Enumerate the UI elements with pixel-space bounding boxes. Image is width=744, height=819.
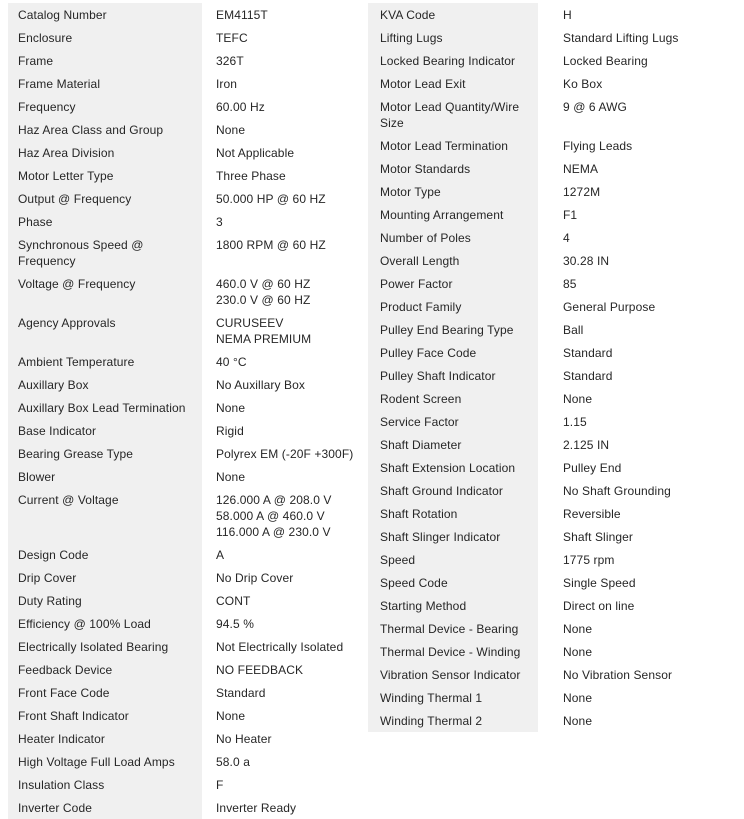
spec-value-line: Standard — [563, 346, 613, 360]
spec-label: Motor Standards — [368, 157, 538, 180]
spec-value-line: 3 — [216, 215, 223, 229]
spec-label: Current @ Voltage — [8, 488, 202, 543]
spec-value-line: Standard Lifting Lugs — [563, 31, 679, 45]
spec-label: Haz Area Class and Group — [8, 118, 202, 141]
spec-row — [368, 95, 744, 134]
spec-value — [538, 341, 744, 364]
spec-row — [8, 773, 360, 796]
spec-value-line: Locked Bearing — [563, 54, 648, 68]
spec-value-line: 1.15 — [563, 415, 587, 429]
spec-value-line: 1800 RPM @ 60 HZ — [216, 238, 326, 252]
spec-value — [202, 796, 360, 819]
spec-row — [368, 72, 744, 95]
spec-row — [368, 479, 744, 502]
spec-label: Frame Material — [8, 72, 202, 95]
spec-value-line: NEMA — [563, 162, 599, 176]
spec-row — [8, 727, 360, 750]
spec-value-line: General Purpose — [563, 300, 656, 314]
spec-label: Front Shaft Indicator — [8, 704, 202, 727]
spec-label: Motor Lead Exit — [368, 72, 538, 95]
spec-value-line: Three Phase — [216, 169, 286, 183]
spec-row — [368, 26, 744, 49]
spec-label: Catalog Number — [8, 3, 202, 26]
spec-value-line: None — [216, 123, 246, 137]
spec-label: Motor Lead Termination — [368, 134, 538, 157]
spec-row — [368, 709, 744, 732]
spec-value-line: TEFC — [216, 31, 248, 45]
spec-row — [368, 180, 744, 203]
spec-label: Overall Length — [368, 249, 538, 272]
spec-value-line: 326T — [216, 54, 244, 68]
spec-value-line: Iron — [216, 77, 238, 91]
spec-label: Bearing Grease Type — [8, 442, 202, 465]
spec-label: Lifting Lugs — [368, 26, 538, 49]
spec-value-line: None — [216, 470, 246, 484]
spec-value — [538, 709, 744, 732]
spec-value-line: Standard — [216, 686, 266, 700]
spec-label: Motor Letter Type — [8, 164, 202, 187]
spec-row — [368, 364, 744, 387]
spec-label: Auxillary Box Lead Termination — [8, 396, 202, 419]
spec-value-line: No Auxillary Box — [216, 378, 305, 392]
spec-value — [538, 157, 744, 180]
spec-value — [202, 465, 360, 488]
spec-row — [368, 249, 744, 272]
spec-value-line: F1 — [563, 208, 578, 222]
spec-value — [538, 456, 744, 479]
spec-row — [8, 750, 360, 773]
spec-label: Rodent Screen — [368, 387, 538, 410]
spec-row — [368, 571, 744, 594]
spec-value — [202, 704, 360, 727]
spec-row — [8, 350, 360, 373]
spec-value-line: Not Applicable — [216, 146, 295, 160]
spec-value — [538, 226, 744, 249]
spec-label: Heater Indicator — [8, 727, 202, 750]
spec-value-line: CURUSEEV — [216, 316, 284, 330]
spec-label: Winding Thermal 2 — [368, 709, 538, 732]
spec-table-right — [368, 3, 744, 732]
spec-row — [8, 164, 360, 187]
spec-label: Pulley End Bearing Type — [368, 318, 538, 341]
spec-row — [8, 373, 360, 396]
spec-value-line: 460.0 V @ 60 HZ — [216, 277, 311, 291]
spec-row — [8, 704, 360, 727]
spec-value-line: Standard — [563, 369, 613, 383]
spec-value — [202, 210, 360, 233]
spec-label: Feedback Device — [8, 658, 202, 681]
spec-value — [538, 72, 744, 95]
spec-row — [8, 566, 360, 589]
spec-table-left — [8, 3, 360, 819]
spec-value — [538, 640, 744, 663]
spec-value-line: 1775 rpm — [563, 553, 615, 567]
spec-label: Shaft Rotation — [368, 502, 538, 525]
spec-value — [202, 3, 360, 26]
spec-label: Vibration Sensor Indicator — [368, 663, 538, 686]
spec-value — [538, 433, 744, 456]
spec-row — [8, 95, 360, 118]
spec-value-line: Single Speed — [563, 576, 636, 590]
spec-label: Speed — [368, 548, 538, 571]
spec-label: Product Family — [368, 295, 538, 318]
spec-value — [538, 617, 744, 640]
spec-value — [202, 373, 360, 396]
spec-value-line: Rigid — [216, 424, 244, 438]
spec-row — [8, 442, 360, 465]
spec-value-line: None — [216, 401, 246, 415]
spec-row — [8, 658, 360, 681]
spec-value — [202, 419, 360, 442]
spec-label: Efficiency @ 100% Load — [8, 612, 202, 635]
spec-row — [368, 341, 744, 364]
spec-label: Haz Area Division — [8, 141, 202, 164]
spec-value — [202, 187, 360, 210]
spec-value — [538, 387, 744, 410]
spec-value-line: 126.000 A @ 208.0 V — [216, 493, 332, 507]
spec-label: Shaft Ground Indicator — [368, 479, 538, 502]
spec-value — [538, 525, 744, 548]
spec-value-line: Pulley End — [563, 461, 622, 475]
spec-value-line: 58.0 a — [216, 755, 250, 769]
spec-row — [8, 681, 360, 704]
spec-row — [368, 410, 744, 433]
spec-label: Number of Poles — [368, 226, 538, 249]
spec-row — [368, 49, 744, 72]
spec-row — [368, 295, 744, 318]
spec-label: Synchronous Speed @ Frequency — [8, 233, 202, 272]
spec-row — [368, 387, 744, 410]
spec-value-line: No Heater — [216, 732, 272, 746]
spec-value-line: None — [563, 645, 593, 659]
spec-row — [8, 543, 360, 566]
spec-value — [202, 488, 360, 543]
spec-value — [202, 72, 360, 95]
spec-value-line: 116.000 A @ 230.0 V — [216, 525, 331, 539]
spec-row — [8, 396, 360, 419]
spec-row — [368, 617, 744, 640]
spec-value — [538, 410, 744, 433]
spec-label: Speed Code — [368, 571, 538, 594]
spec-value — [538, 479, 744, 502]
spec-row — [8, 26, 360, 49]
spec-value-line: Shaft Slinger — [563, 530, 634, 544]
spec-label: Service Factor — [368, 410, 538, 433]
spec-label: Pulley Shaft Indicator — [368, 364, 538, 387]
spec-label: Base Indicator — [8, 419, 202, 442]
spec-row — [8, 465, 360, 488]
spec-value-line: Ball — [563, 323, 584, 337]
spec-value — [202, 272, 360, 311]
spec-value-line: 40 °C — [216, 355, 247, 369]
spec-value — [202, 26, 360, 49]
spec-label: Thermal Device - Bearing — [368, 617, 538, 640]
spec-row — [368, 433, 744, 456]
spec-row — [8, 612, 360, 635]
spec-value-line: Ko Box — [563, 77, 603, 91]
spec-row — [8, 72, 360, 95]
spec-value-line: Inverter Ready — [216, 801, 297, 815]
spec-value — [538, 134, 744, 157]
spec-row — [8, 488, 360, 543]
spec-value — [538, 571, 744, 594]
spec-label: KVA Code — [368, 3, 538, 26]
spec-value-line: A — [216, 548, 225, 562]
spec-value-line: None — [563, 691, 593, 705]
spec-value-line: 230.0 V @ 60 HZ — [216, 293, 311, 307]
spec-row — [8, 49, 360, 72]
spec-value — [202, 612, 360, 635]
spec-label: Duty Rating — [8, 589, 202, 612]
spec-label: Locked Bearing Indicator — [368, 49, 538, 72]
spec-value-line: 9 @ 6 AWG — [563, 100, 627, 114]
spec-value-line: 94.5 % — [216, 617, 254, 631]
spec-row — [368, 640, 744, 663]
spec-value — [202, 589, 360, 612]
spec-row — [368, 686, 744, 709]
spec-row — [8, 796, 360, 819]
spec-value — [202, 350, 360, 373]
spec-label: Shaft Slinger Indicator — [368, 525, 538, 548]
spec-row — [368, 226, 744, 249]
spec-value — [202, 233, 360, 272]
spec-value — [202, 396, 360, 419]
spec-value — [202, 727, 360, 750]
spec-value-line: CONT — [216, 594, 251, 608]
spec-value — [202, 442, 360, 465]
spec-row — [8, 635, 360, 658]
spec-value-line: Flying Leads — [563, 139, 633, 153]
spec-label: Auxillary Box — [8, 373, 202, 396]
spec-value — [538, 318, 744, 341]
spec-row — [8, 141, 360, 164]
spec-value — [202, 566, 360, 589]
spec-row — [8, 272, 360, 311]
spec-value-line: F — [216, 778, 224, 792]
spec-label: Electrically Isolated Bearing — [8, 635, 202, 658]
spec-value-line: Polyrex EM (-20F +300F) — [216, 447, 354, 461]
spec-row — [8, 3, 360, 26]
spec-label: Voltage @ Frequency — [8, 272, 202, 311]
spec-value-line: None — [216, 709, 246, 723]
spec-label: Enclosure — [8, 26, 202, 49]
spec-value-line: 2.125 IN — [563, 438, 610, 452]
spec-value — [538, 3, 744, 26]
spec-value — [538, 95, 744, 134]
spec-value-line: NO FEEDBACK — [216, 663, 304, 677]
spec-row — [368, 502, 744, 525]
spec-row — [368, 3, 744, 26]
spec-value — [202, 118, 360, 141]
spec-value-line: 4 — [563, 231, 570, 245]
spec-label: Power Factor — [368, 272, 538, 295]
spec-value — [538, 180, 744, 203]
spec-value — [538, 26, 744, 49]
spec-label: Frame — [8, 49, 202, 72]
spec-value — [538, 203, 744, 226]
spec-row — [8, 187, 360, 210]
spec-value-line: NEMA PREMIUM — [216, 332, 312, 346]
spec-value — [538, 548, 744, 571]
spec-label: Frequency — [8, 95, 202, 118]
spec-value — [202, 164, 360, 187]
spec-value-line: 30.28 IN — [563, 254, 610, 268]
spec-row — [368, 134, 744, 157]
spec-value-line: Direct on line — [563, 599, 635, 613]
spec-value — [538, 594, 744, 617]
spec-value — [202, 95, 360, 118]
spec-row — [8, 419, 360, 442]
spec-value — [202, 311, 360, 350]
spec-label: Winding Thermal 1 — [368, 686, 538, 709]
spec-label: Shaft Extension Location — [368, 456, 538, 479]
spec-label: Phase — [8, 210, 202, 233]
spec-row — [368, 663, 744, 686]
spec-value — [202, 681, 360, 704]
spec-row — [368, 272, 744, 295]
spec-value — [202, 750, 360, 773]
spec-label: High Voltage Full Load Amps — [8, 750, 202, 773]
spec-row — [368, 456, 744, 479]
spec-label: Pulley Face Code — [368, 341, 538, 364]
spec-label: Design Code — [8, 543, 202, 566]
spec-value-line: 85 — [563, 277, 577, 291]
spec-value-line: None — [563, 622, 593, 636]
spec-value-line: None — [563, 392, 593, 406]
spec-label: Starting Method — [368, 594, 538, 617]
spec-row — [368, 548, 744, 571]
spec-label: Ambient Temperature — [8, 350, 202, 373]
spec-row — [8, 589, 360, 612]
spec-label: Insulation Class — [8, 773, 202, 796]
spec-value — [538, 272, 744, 295]
spec-label: Drip Cover — [8, 566, 202, 589]
spec-row — [368, 525, 744, 548]
spec-row — [368, 203, 744, 226]
spec-value — [202, 773, 360, 796]
spec-value-line: No Vibration Sensor — [563, 668, 673, 682]
spec-value-line: 50.000 HP @ 60 HZ — [216, 192, 326, 206]
spec-value-line: EM4115T — [216, 8, 268, 22]
spec-value — [538, 49, 744, 72]
spec-value-line: 1272M — [563, 185, 601, 199]
spec-label: Blower — [8, 465, 202, 488]
spec-row — [8, 118, 360, 141]
spec-label: Thermal Device - Winding — [368, 640, 538, 663]
spec-row — [368, 157, 744, 180]
spec-value — [202, 141, 360, 164]
spec-row — [8, 311, 360, 350]
spec-value — [538, 663, 744, 686]
spec-value-line: No Shaft Grounding — [563, 484, 671, 498]
spec-value-line: 60.00 Hz — [216, 100, 265, 114]
spec-value — [202, 635, 360, 658]
spec-label: Mounting Arrangement — [368, 203, 538, 226]
spec-row — [368, 594, 744, 617]
spec-label: Motor Type — [368, 180, 538, 203]
spec-value-line: Reversible — [563, 507, 621, 521]
spec-label: Motor Lead Quantity/Wire Size — [368, 95, 538, 134]
spec-label: Agency Approvals — [8, 311, 202, 350]
spec-row — [368, 318, 744, 341]
spec-value-line: No Drip Cover — [216, 571, 294, 585]
spec-value-line: Not Electrically Isolated — [216, 640, 344, 654]
spec-label: Output @ Frequency — [8, 187, 202, 210]
spec-label: Front Face Code — [8, 681, 202, 704]
spec-row — [8, 233, 360, 272]
spec-value-line: None — [563, 714, 593, 728]
spec-row — [8, 210, 360, 233]
spec-value — [538, 686, 744, 709]
spec-value — [538, 249, 744, 272]
spec-value — [202, 49, 360, 72]
spec-label: Inverter Code — [8, 796, 202, 819]
spec-label: Shaft Diameter — [368, 433, 538, 456]
spec-value-line: 58.000 A @ 460.0 V — [216, 509, 325, 523]
spec-value — [202, 543, 360, 566]
spec-value — [538, 502, 744, 525]
spec-value — [202, 658, 360, 681]
spec-value — [538, 364, 744, 387]
spec-value-line: H — [563, 8, 572, 22]
spec-value — [538, 295, 744, 318]
